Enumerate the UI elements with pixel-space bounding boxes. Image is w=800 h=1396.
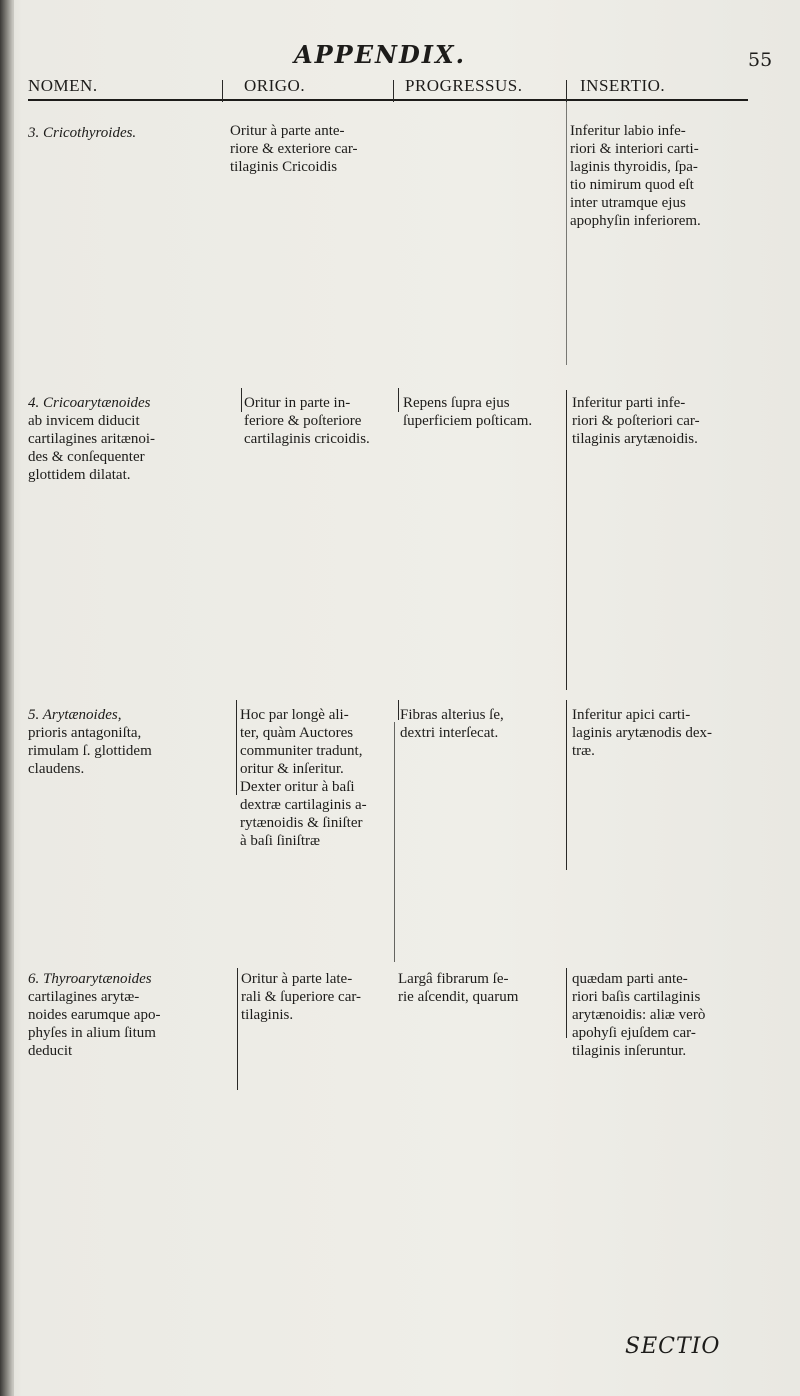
header-rule [28, 99, 748, 101]
header-title: APPENDIX. [294, 40, 466, 69]
muscle-name: 5. Arytænoides, [28, 707, 122, 723]
catchword: SECTIO [625, 1334, 721, 1359]
column-divider [237, 968, 238, 1090]
column-header-insertio: INSERTIO. [580, 76, 666, 95]
row-4-origo: Oritur à parte late- rali & ſuperiore car- tilaginis. [241, 971, 362, 1023]
row-4-progressus: Largâ fibrarum ſe- rie aſcendit, quarum [398, 971, 519, 1005]
header-divider [566, 80, 567, 102]
column-divider [566, 968, 567, 1038]
muscle-function: prioris antagoniſta, rimulam ſ. glottidem claudens. [28, 725, 152, 777]
column-divider [566, 100, 567, 365]
header-divider [393, 80, 394, 102]
row-3-progressus: Fibras alterius ſe, dextri interſecat. [400, 707, 504, 741]
muscle-function: ab invicem diducit cartilagines aritænoi- des & conſequenter glottidem dilatat. [28, 413, 156, 483]
muscle-name: 4. Cricoarytænoides [28, 395, 151, 411]
row-1-nomen [28, 124, 213, 142]
column-divider [398, 700, 399, 720]
row-3-origo: Hoc par longè ali- ter, quàm Auctores communiter tradunt, oritur & inſeritur. Dexter oritur à baſi dextræ cartilaginis a- rytænoidis & ſiniſter à baſi ſiniſtræ [240, 707, 367, 849]
row-2-nomen [28, 394, 238, 484]
row-2-insertio: Inferitur parti infe- riori & poſteriori car- tilaginis arytænoidis. [572, 395, 700, 447]
book-binding-edge [0, 0, 14, 1396]
row-4-nomen [28, 970, 233, 1060]
column-divider [398, 388, 399, 412]
row-1-insertio: Inferitur labio infe- riori & interiori carti- laginis thyroidis, ſpa- tio nimirum quod eſt inter utramque ejus apophyſin inferiorem. [570, 123, 701, 229]
column-header-progressus: PROGRESSUS. [405, 76, 523, 95]
row-2-progressus: Repens ſupra ejus ſuperficiem poſticam. [403, 395, 533, 429]
column-divider [241, 388, 242, 412]
page-number: 55 [748, 49, 773, 71]
header-divider [222, 80, 223, 102]
row-3-nomen [28, 706, 238, 778]
column-divider [566, 700, 567, 870]
column-divider [566, 390, 567, 690]
muscle-function: cartilagines arytæ- noides earumque apo- phyſes in alium ſitum deducit [28, 989, 161, 1059]
row-1-origo: Oritur à parte ante- riore & exteriore car- tilaginis Cricoidis [230, 123, 358, 175]
muscle-name: 3. Cricothyroides. [28, 125, 137, 141]
column-header-origo: ORIGO. [244, 76, 306, 95]
column-header-nomen: NOMEN. [28, 76, 98, 95]
row-2-origo: Oritur in parte in- feriore & poſteriore cartilaginis cricoidis. [244, 395, 370, 447]
row-3-insertio: Inferitur apici carti- laginis arytænodis dex- træ. [572, 707, 712, 759]
muscle-name: 6. Thyroarytænoides [28, 971, 152, 987]
row-4-insertio: quædam parti ante- riori baſis cartilaginis arytænoidis: aliæ verò apohyſi ejuſdem car- tilaginis inſeruntur. [572, 971, 706, 1059]
